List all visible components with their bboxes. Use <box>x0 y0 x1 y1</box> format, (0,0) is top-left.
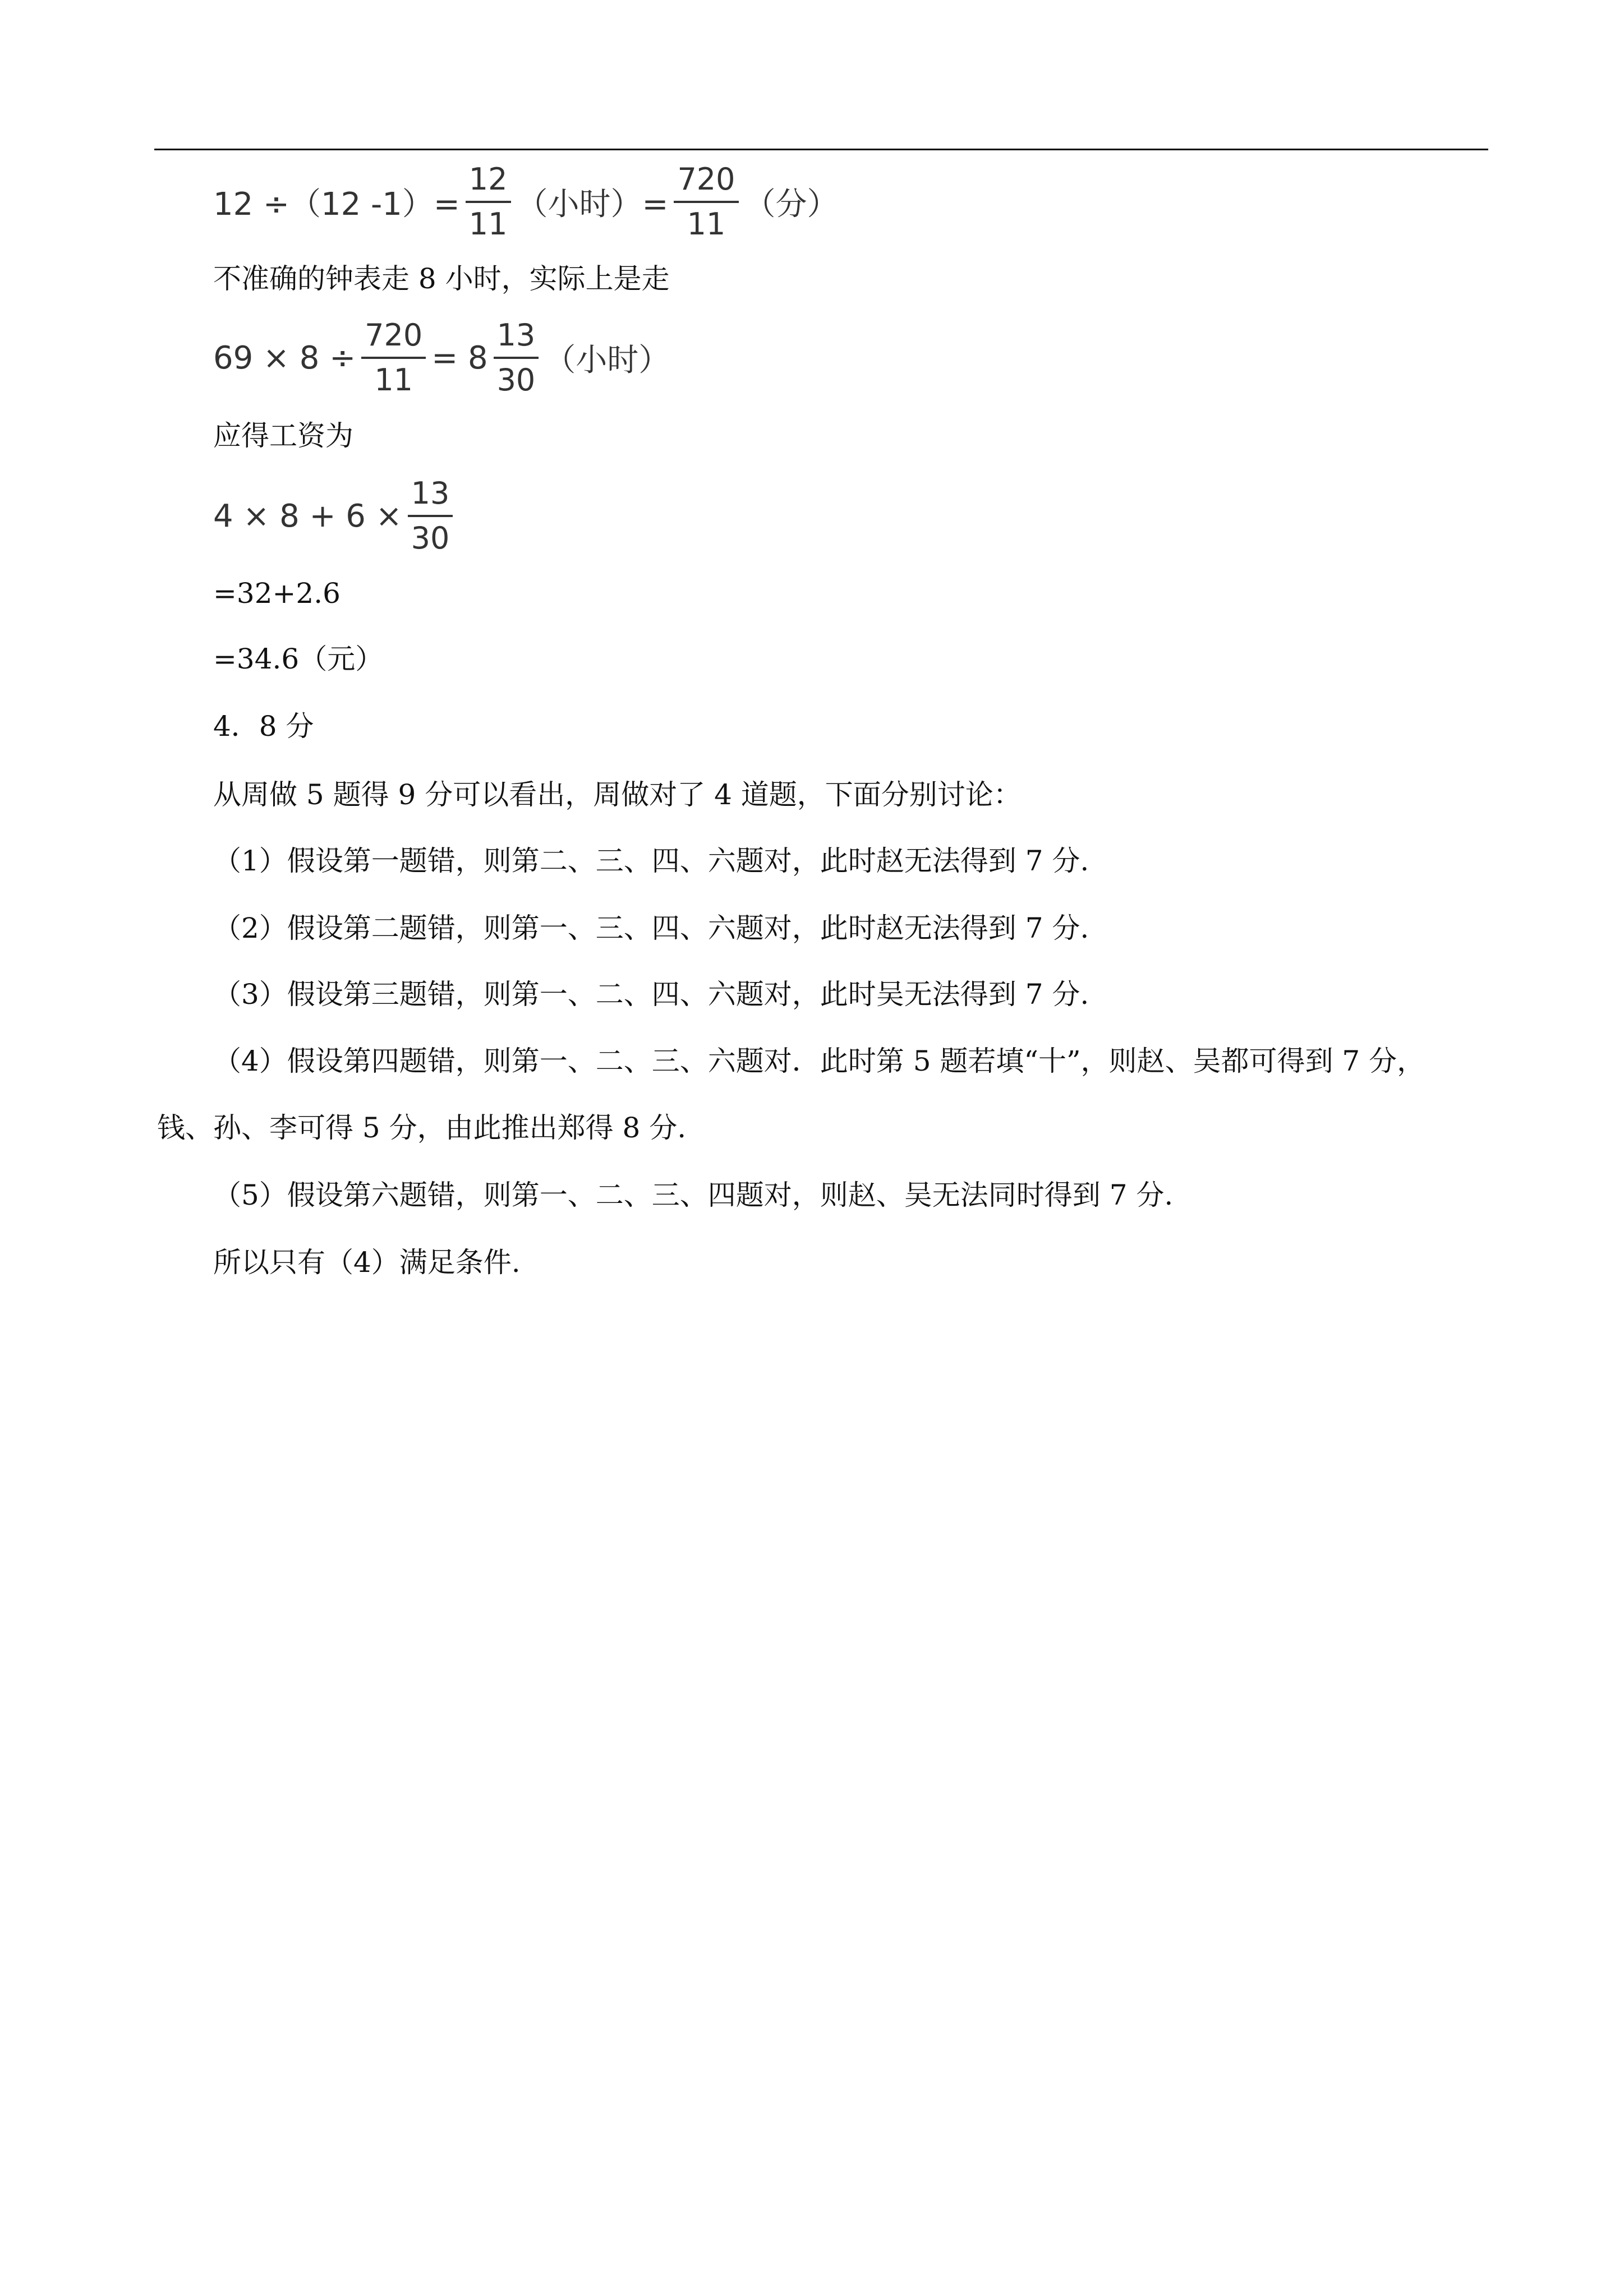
fraction-numerator: 12 <box>466 163 511 203</box>
fraction-numerator: 13 <box>494 319 539 359</box>
case-2: （2）假设第二题错，则第一、三、四、六题对，此时赵无法得到 7 分. <box>213 912 1089 944</box>
fraction-12-11 <box>466 163 511 242</box>
fraction-numerator: 720 <box>361 319 426 359</box>
conclusion: 所以只有（4）满足条件. <box>213 1246 521 1279</box>
case-1: （1）假设第一题错，则第二、三、四、六题对，此时赵无法得到 7 分. <box>213 845 1089 877</box>
eq1-lead: 12 ÷（12 -1）= <box>213 186 460 223</box>
calc-step-1: =32+2.6 <box>213 577 341 610</box>
case-3: （3）假设第三题错，则第一、二、四、六题对，此时吴无法得到 7 分. <box>213 978 1089 1011</box>
fraction-720-11 <box>361 319 426 398</box>
fraction-720-11 <box>674 163 738 242</box>
eq3-lead: 4 × 8 + 6 × <box>213 497 402 534</box>
mixed-number <box>431 319 544 398</box>
fraction-13-30 <box>494 319 539 398</box>
fraction-denominator: 11 <box>687 206 726 242</box>
case-4-line-2: 钱、孙、李可得 5 分，由此推出郑得 8 分. <box>157 1112 687 1144</box>
eq2-lead: 69 × 8 ÷ <box>213 339 356 376</box>
case-4-line-1: （4）假设第四题错，则第一、二、三、六题对．此时第 5 题若填“十”，则赵、吴都可得到 7 分， <box>213 1045 1425 1077</box>
fraction-denominator: 11 <box>374 362 413 398</box>
text-wage-heading: 应得工资为 <box>213 419 353 452</box>
fraction-numerator: 720 <box>674 163 738 203</box>
answer-4: 4．8 分 <box>213 710 314 743</box>
fraction-denominator: 30 <box>411 520 450 556</box>
header-rule <box>154 149 1488 150</box>
equation-clock-ratio <box>213 163 839 242</box>
equation-actual-hours <box>213 319 670 398</box>
fraction-numerator: 13 <box>408 477 453 517</box>
fraction-denominator: 30 <box>496 362 536 398</box>
calc-step-2: =34.6（元） <box>213 643 384 675</box>
equation-wage <box>213 477 458 556</box>
eq2-equals-whole: = 8 <box>431 339 488 376</box>
fraction-denominator: 11 <box>468 206 508 242</box>
paragraph-intro: 从周做 5 题得 9 分可以看出，周做对了 4 道题，下面分别讨论： <box>213 778 1022 811</box>
fraction-13-30 <box>408 477 453 556</box>
text-clock-hours: 不准确的钟表走 8 小时，实际上是走 <box>213 262 670 295</box>
eq2-unit-hours: （小时） <box>544 342 670 379</box>
eq1-unit-hours: （小时）= <box>516 186 669 223</box>
case-5: （5）假设第六题错，则第一、二、三、四题对，则赵、吴无法同时得到 7 分. <box>213 1179 1174 1211</box>
eq1-unit-minutes: （分） <box>744 186 839 223</box>
